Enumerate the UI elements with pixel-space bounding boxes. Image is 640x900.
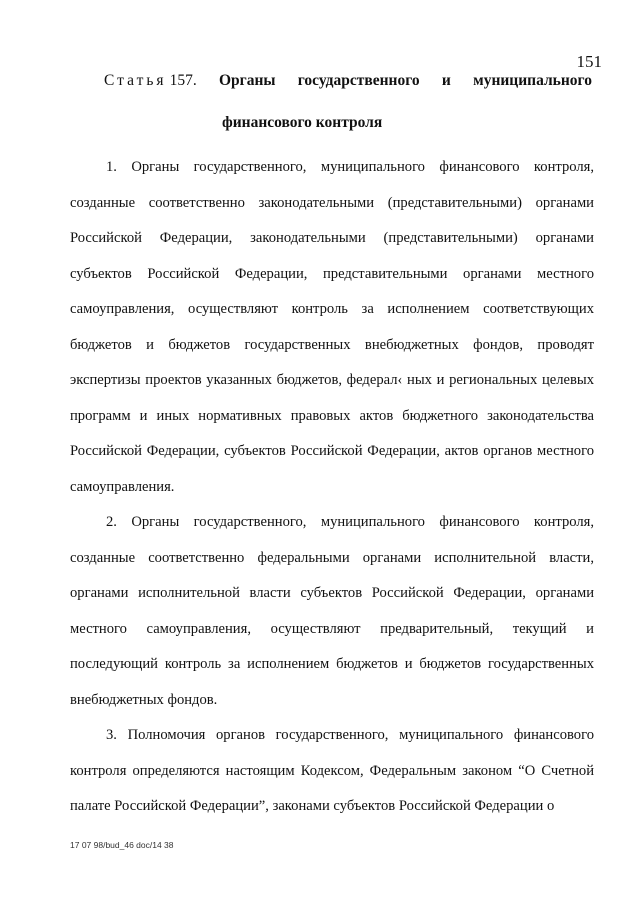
heading-word: государственного xyxy=(297,72,420,89)
paragraph: 1. Органы государственного, муниципального финансового контроля, созданные соответственно законодательными (представительными) органами Российской Федерации, законодательными (представительными) органами субъектов Российской Федерации, представительными органами местного самоуправления, осуществляют контроль за исполнением соответствующих бюджетов и бюджетов государственных внебюджетных фондов, проводят экспертизы проектов указанных бюджетов, федерал‹ ных и региональных целевых программ и иных нормативных правовых актов бюджетного законодательства Российской Федерации, субъектов Российской Федерации, актов органов местного самоуправления. xyxy=(70,159,594,495)
page-number: 151 xyxy=(576,52,602,71)
paragraph: 2. Органы государственного, муниципального финансового контроля, созданные соответственно федеральными органами исполнительной власти, органами исполнительной власти субъектов Российской Федерации, органами местного самоуправления, осуществляют предварительный, текущий и последующий контроль за исполнением бюджетов и бюджетов государственных внебюджетных фондов. xyxy=(70,514,594,708)
article-heading xyxy=(104,72,592,132)
heading-word: Органы xyxy=(218,72,276,89)
heading-word: и xyxy=(441,72,451,89)
article-body xyxy=(70,150,594,825)
article-label-word: Статья xyxy=(104,72,167,89)
article-label xyxy=(104,72,197,90)
heading-word: муниципального xyxy=(473,72,592,89)
article-number: 157. xyxy=(169,72,197,89)
file-footer: 17 07 98/bud_46 doc/14 38 xyxy=(70,840,174,850)
paragraph: 3. Полномочия органов государственного, муниципального финансового контроля определяются настоящим Кодексом, Федеральным законом “О Счетной палате Российской Федерации”, законами субъектов Российской Федерации о xyxy=(70,727,594,814)
article-heading-line-2: финансового контроля xyxy=(222,114,383,131)
article-heading-line-1 xyxy=(104,72,592,94)
